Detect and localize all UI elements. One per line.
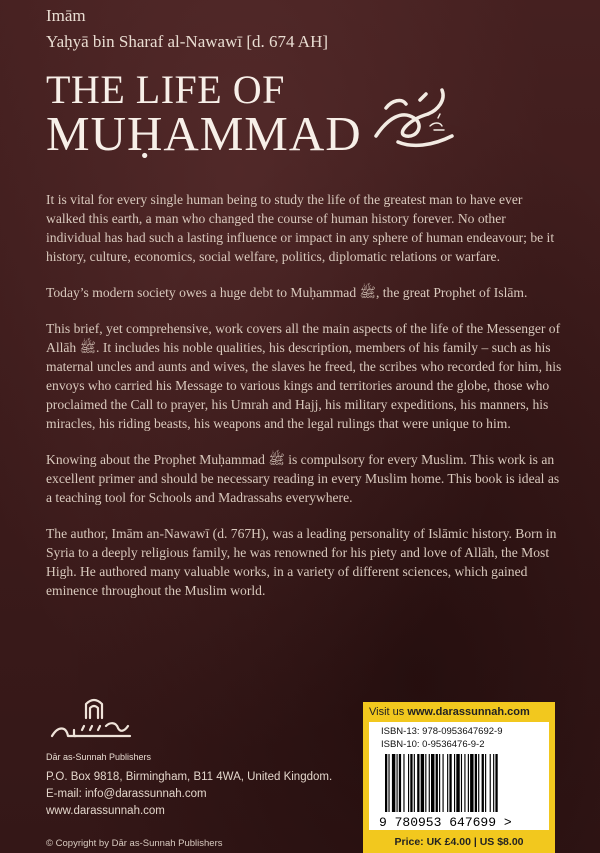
author-name: Yaḥyā bin Sharaf al-Nawawī [d. 674 AH] — [46, 32, 329, 51]
muhammad-calligraphy-icon — [368, 78, 460, 154]
author-title: Imām — [46, 6, 86, 25]
copyright-notice: © Copyright by Dār as-Sunnah Publishers — [46, 838, 223, 849]
publisher-address: P.O. Box 9818, Birmingham, B11 4WA, United Kingdom. — [46, 771, 333, 783]
salutation-icon: ﷺ — [359, 285, 376, 300]
book-title-line2: MUḤAMMAD — [46, 106, 362, 161]
visit-url: www.darassunnah.com — [407, 706, 530, 718]
price-label: Price: UK £4.00 | US $8.00 — [394, 836, 524, 848]
paragraph-contents: This brief, yet comprehensive, work covers all the main aspects of the life of the Messenger of Allāh ﷺ. It includes his noble qualities, his description, members of his family – such as his maternal uncles and aunts and wives, the slaves he freed, the scribes who recorded for him, his envoys who carried his Message to various kings and territories around the globe, those who proclaimed the Call to prayer, his Umrah and Hajj, his military expeditions, his manners, his miracles, his riding beasts, his weapons and the legal rulings that were unique to him. — [46, 321, 562, 431]
salutation-icon: ﷺ — [79, 340, 97, 355]
barcode-icon — [377, 754, 541, 828]
barcode-sticker — [363, 702, 555, 853]
isbn-10: ISBN-10: 0-9536476-9-2 — [381, 739, 485, 750]
publisher-logo-icon — [46, 696, 138, 744]
visit-line: Visit us www.darassunnah.com — [369, 706, 530, 718]
barcode-digits: 9 780953 647699 > — [379, 815, 512, 828]
paragraph-importance: It is vital for every single human being to study the life of the greatest man to have ever walked this earth, a man who changed the course of human history forever. No other individual has had such a lasting influence or impact in any sphere of human endeavour; be it history, culture, economics, social welfare, politics, diplomatic relations or warfare. — [46, 192, 555, 264]
publisher-email: E-mail: info@darassunnah.com — [46, 788, 207, 800]
isbn-13: ISBN-13: 978-0953647692-9 — [381, 726, 503, 737]
paragraph-debt: Today’s modern society owes a huge debt to Muḥammad ﷺ, the great Prophet of Islām. — [46, 285, 528, 300]
book-title-line1: THE LIFE OF — [46, 67, 285, 112]
publisher-website: www.darassunnah.com — [46, 805, 165, 817]
paragraph-author: The author, Imām an-Nawawī (d. 767H), was a leading personality of Islāmic history. Born in Syria to a deeply religious family, he was renowned for his piety and love of Allāh, the Most High. He authored many valuable works, in a variety of different sciences, which gained eminence throughout the Muslim world. — [46, 526, 557, 598]
salutation-icon: ﷺ — [268, 452, 285, 467]
barcode-card — [369, 722, 549, 830]
description-text — [46, 190, 562, 617]
publisher-name: Dār as-Sunnah Publishers — [46, 752, 152, 762]
paragraph-compulsory: Knowing about the Prophet Muḥammad ﷺ is compulsory for every Muslim. This work is an excellent primer and should be necessary reading in every Muslim home. This book is ideal as a teaching tool for Schools and Madrassahs everywhere. — [46, 452, 560, 505]
